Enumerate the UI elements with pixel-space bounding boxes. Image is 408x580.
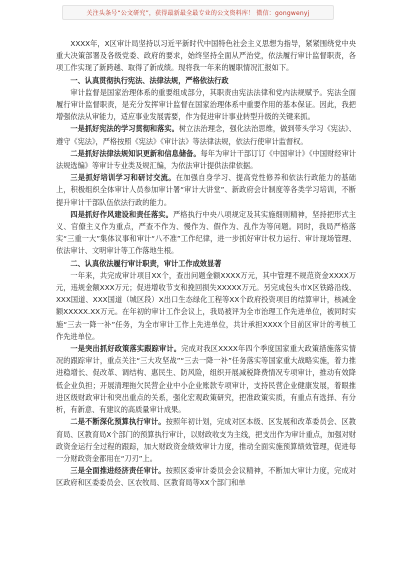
section-2-item-3 <box>56 465 356 489</box>
section-1-item-4 <box>56 209 356 258</box>
item-lead: 二是不断深化预算执行审计。 <box>70 417 166 427</box>
item-lead: 三是抓好培训学习和研讨交流。 <box>70 173 176 183</box>
section-2-item-1 <box>56 343 356 416</box>
section-2-item-2 <box>56 416 356 465</box>
item-body: 按照年初计划，完成对区本级、区发展和改革委员会、区教育局、区教育局X个部门的预算执行审计，以财政收支为主线，把支出作为审计重点，加强对财政资金运行全过程的跟踪，加大财政资金绩效审计力度，推动全面实施预算绩效管理，促进每一分财政资金都用在“刀刃”上。 <box>56 417 356 463</box>
item-body: 每年为审计干部订订《中国审计》《中国财经审计法规选编》等审计专业类及规汇编，为依法审计提供法律依据。 <box>56 148 356 171</box>
item-lead: 一是突出抓好政策落实跟踪审计。 <box>70 344 182 354</box>
document-body <box>56 38 356 490</box>
section-1-item-3 <box>56 172 356 209</box>
section-heading-1: 一、认真贯彻执行宪法、法律法规，严格依法行政 <box>70 75 229 85</box>
item-body: 完成对我区XXXX年四个季度国家重大政策措施落实情况的跟踪审计，重点关注“三大攻坚战”“三去一降一补”任务落实等国家重大战略实施，着力推进稳增长、促改革、调结构、惠民生、防风险，组织开展减税降费情况专项审计，推动有效降低企业负担；开展清理拖欠民营企业中小企业账款专项审计，支持民营企业健康发展，着眼推进区级财政审计和突出重点的关系，强化宏观政策研究，把准政策实质，有重点有选择、有分析，有新意、有建议的高质量审计成果。 <box>56 344 356 415</box>
item-lead: 一是抓好宪法的学习贯彻和落实。 <box>70 124 179 134</box>
promo-banner[interactable] <box>62 5 334 20</box>
intro-paragraph: XXXX年，X区审计局坚持以习近平新时代中国特色社会主义思想为指导，紧紧围绕党中央重大决策部署及各级党委、政府的要求，始终坚持全面从严治党，依法履行审计监督职责，各项工作实现了新跨越、取得了新成绩。现将我一年来的履职情况汇报如下。 <box>56 39 356 73</box>
section-heading-2: 二、认真依法履行审计职责，审计工作成效显著 <box>70 258 222 268</box>
item-lead: 四是抓好作风建设和责任落实。 <box>70 209 173 219</box>
item-body: 严格执行中央八项规定及其实施细则精神，坚持把形式主义、官僚主义作为重点，严查不作为、慢作为、假作为、乱作为等问题。同时，我局严格落实“三重一大”集体议事和审计“八不准”工作纪律，进一步抓好审计权力运行、审计现场管理、依法审计、文明审计等工作落地生根。 <box>56 209 356 256</box>
section-2-paragraph-1: 一年来，共完成审计项目XX个，查出问题金额XXXX万元，其中管理不规范资金XXXX万元，违规金额XXX万元；促进增收节支和挽回损失XXXXX万元。另完成包头市X区铁路沿线、XXX国道、XXX国道（城区段）X出口生态绿化工程等XX个政府投资项目的结算审计，核减金额XXXXX.XX万元。在年初的审计工作会议上，我局被评为全市治理工作先进单位，被同时实施“三去一降一补”任务，为全市审计工作上先进单位，共计承担XXXX个目前区审计的考核工作先进单位。 <box>56 270 356 341</box>
item-lead: 二是抓好法律法规知识更新和信息储备。 <box>70 148 201 158</box>
item-body: 树立法治理念，强化法治思维，做到带头学习《宪法》、遵守《宪法》，严格按照《宪法》《审计法》等法律法规，依法行使审计监督权。 <box>56 124 356 146</box>
section-1-item-1 <box>56 123 356 147</box>
section-1-item-2 <box>56 148 356 172</box>
item-body: 按照区委审计委员会会议精神，不断加大审计力度，完成对区政府和区委委员会、区农牧局、区教育局等XX个部门和单 <box>56 466 356 488</box>
section-1-paragraph-1: 审计监督是国家治理体系的重要组成部分，其职责由宪法法律和党内法规赋予。宪法全面履行审计监督职责，是充分发挥审计监督在国家治理体系中重要作用的基本保证。因此，我把增强依法从审能力，适应事业发展需要，作为促进审计事业转型升级的关键来抓。 <box>56 87 356 122</box>
item-lead: 三是全面推进经济责任审计。 <box>70 466 166 476</box>
promo-banner-text: 关注头条号“公文研究”，获得最新最全最专业的公文资料库！ 微信：gongwenyj <box>86 10 310 17</box>
item-body: 在加强自身学习、提高党性修养和依法行政能力的基础上，积极组织全体审计人员参加审计署“审计大讲堂”、新政府会计制度等各类学习培训，不断提升审计干部队伍依法行政的能力。 <box>56 173 356 207</box>
